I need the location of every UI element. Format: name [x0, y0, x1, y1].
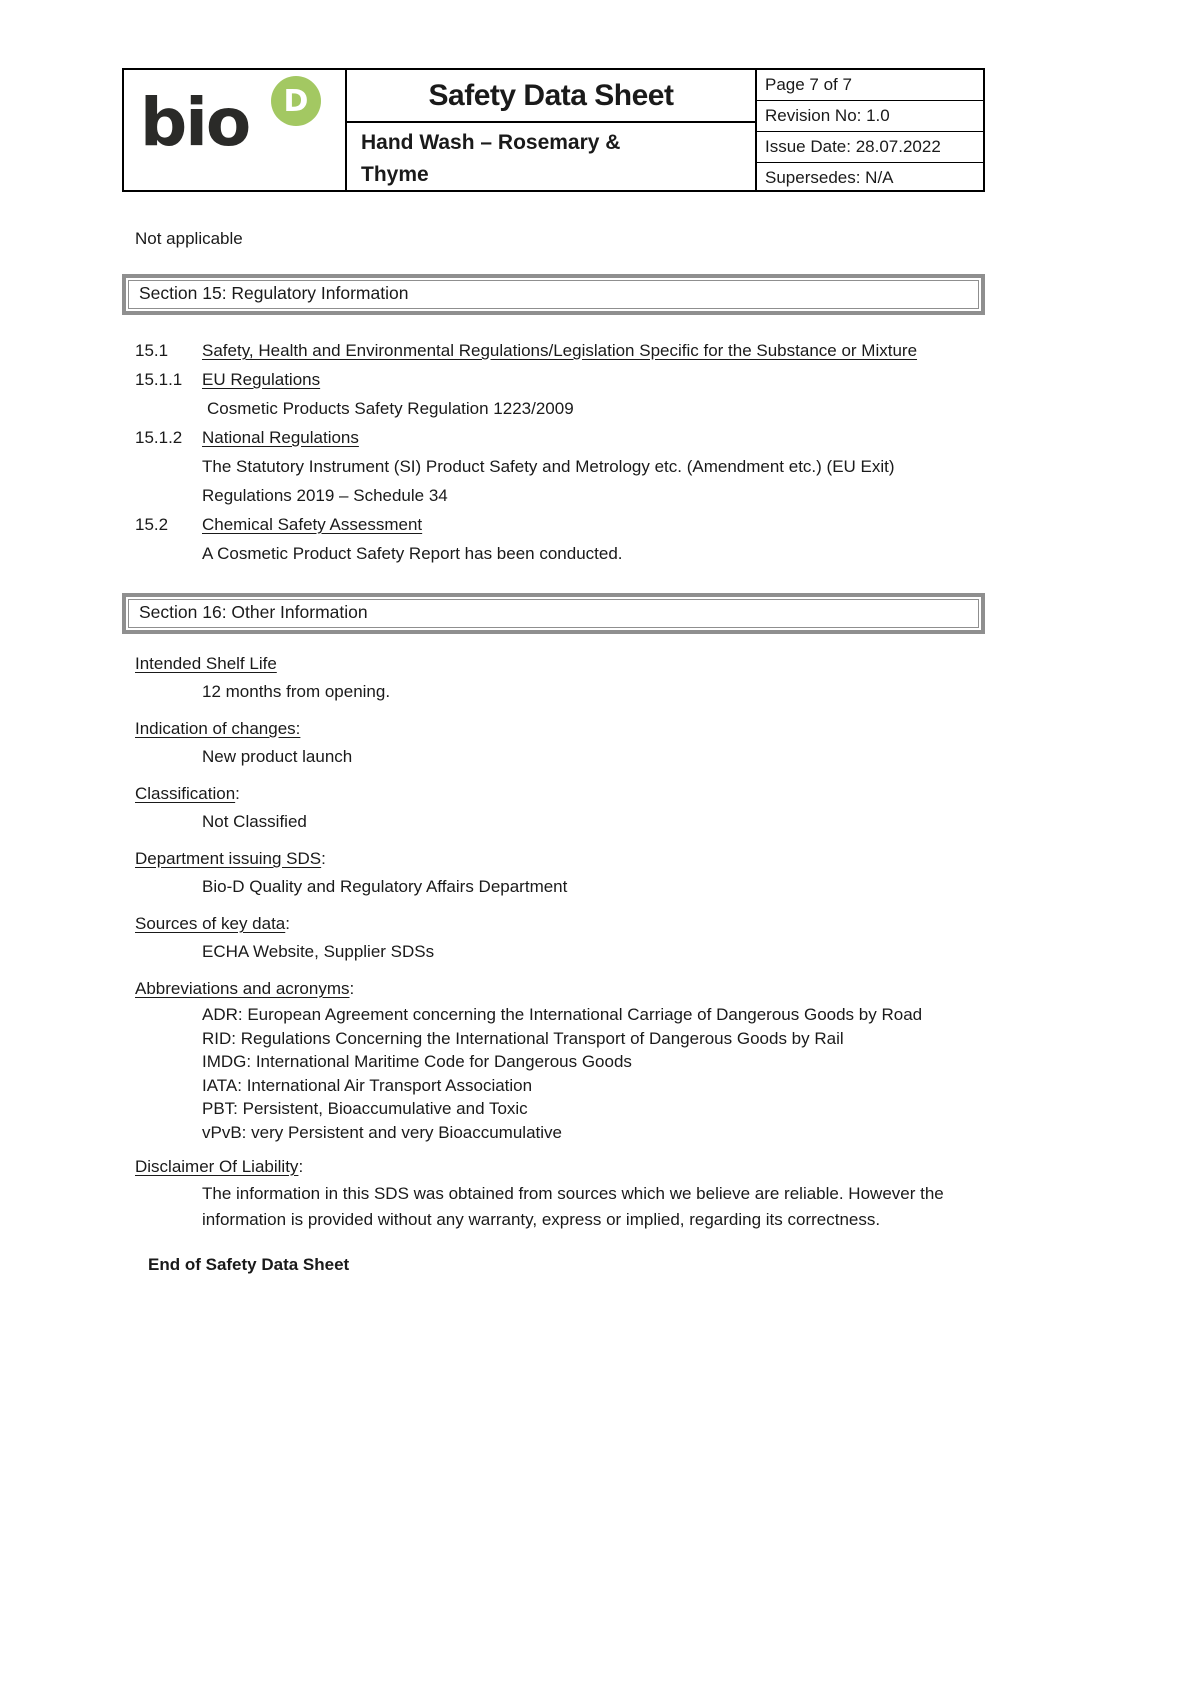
section-16-bar [122, 593, 985, 634]
block-label-suffix: : [349, 979, 355, 998]
meta-cell [757, 70, 983, 190]
disclaimer-block [135, 1153, 985, 1233]
abbreviation-item: RID: Regulations Concerning the International Transport of Dangerous Goods by Rail [202, 1028, 844, 1048]
header-table [122, 68, 985, 192]
issue-date: Issue Date: 28.07.2022 [757, 132, 983, 163]
list-item [135, 510, 985, 539]
item-number-spacer [135, 539, 202, 568]
page-number: Page 7 of 7 [757, 70, 983, 101]
title-cell [347, 70, 757, 190]
item-number-spacer [135, 452, 202, 510]
info-block [135, 845, 985, 901]
block-heading [135, 1153, 985, 1181]
block-heading [135, 715, 985, 743]
bio-d-logo-mark: D [271, 76, 321, 126]
abbreviation-list [202, 1003, 985, 1144]
block-label: Intended Shelf Life [135, 654, 277, 673]
section-15-content [135, 336, 985, 568]
block-label-suffix: : [235, 784, 240, 803]
block-heading [135, 650, 985, 678]
block-label-suffix: : [285, 914, 290, 933]
item-heading-wrap [202, 423, 359, 452]
supersedes: Supersedes: N/A [765, 168, 894, 187]
info-block [135, 910, 985, 966]
block-label: Classification [135, 784, 236, 803]
section-16-content [135, 650, 985, 1275]
list-item [135, 539, 985, 568]
info-block [135, 650, 985, 706]
item-number: 15.1 [135, 341, 169, 360]
info-block [135, 780, 985, 836]
item-heading: National Regulations [202, 428, 359, 447]
section-15-bar [122, 274, 985, 315]
block-body: New product launch [202, 747, 353, 766]
item-heading: Safety, Health and Environmental Regulations/Legislation Specific for the Substance or Mixture [202, 341, 918, 360]
item-number: 15.2 [135, 515, 169, 534]
section-16-title: Section 16: Other Information [128, 599, 979, 628]
item-body: The Statutory Instrument (SI) Product Safety and Metrology etc. (Amendment etc.) (EU Exit) Regulations 2019 – Schedule 34 [202, 457, 895, 505]
list-item [135, 452, 985, 510]
disclaimer-text: The information in this SDS was obtained from sources which we believe are reliable. However the information is provided without any warranty, express or implied, regarding its correctness. [202, 1184, 944, 1229]
block-heading [135, 780, 985, 808]
abbreviation-item: PBT: Persistent, Bioaccumulative and Toxic [202, 1099, 528, 1118]
revision-number: Revision No: 1.0 [757, 101, 983, 132]
product-name: Hand Wash – Rosemary & Thyme [361, 131, 621, 186]
item-heading-wrap [202, 365, 320, 394]
item-number-spacer [135, 394, 202, 423]
item-body: Cosmetic Products Safety Regulation 1223/2009 [207, 399, 574, 418]
logo-cell [124, 70, 347, 190]
list-item [135, 336, 985, 365]
block-label: Disclaimer Of Liability [135, 1157, 299, 1176]
item-heading-wrap [202, 336, 917, 365]
list-item [135, 394, 985, 423]
block-label: Department issuing SDS [135, 849, 322, 868]
block-label-suffix: : [321, 849, 326, 868]
block-label: Sources of key data [135, 914, 286, 933]
item-heading-wrap [202, 510, 422, 539]
block-body: 12 months from opening. [202, 682, 391, 701]
abbreviation-item: vPvB: very Persistent and very Bioaccumulative [202, 1122, 562, 1142]
item-number: 15.1.2 [135, 428, 183, 447]
end-of-sds-text: End of Safety Data Sheet [148, 1255, 350, 1274]
block-label-suffix: : [298, 1157, 304, 1176]
block-label: Abbreviations and acronyms [135, 979, 350, 998]
item-heading: Chemical Safety Assessment [202, 515, 423, 534]
block-body: ECHA Website, Supplier SDSs [202, 942, 435, 961]
block-heading [135, 910, 985, 938]
list-item [135, 423, 985, 452]
block-heading [135, 975, 985, 1003]
bio-d-logo [140, 76, 330, 186]
product-name-row [347, 123, 755, 190]
document-title: Safety Data Sheet [347, 70, 755, 123]
block-heading [135, 845, 985, 873]
item-number: 15.1.1 [135, 370, 183, 389]
abbreviation-item: IMDG: International Maritime Code for Dangerous Goods [202, 1052, 632, 1071]
section-15-title: Section 15: Regulatory Information [128, 280, 979, 309]
block-body: Bio-D Quality and Regulatory Affairs Department [202, 877, 568, 896]
not-applicable-text: Not applicable [135, 229, 243, 248]
abbreviations-block [135, 975, 985, 1144]
list-item [135, 365, 985, 394]
block-body: Not Classified [202, 812, 307, 831]
item-heading: EU Regulations [202, 370, 321, 389]
info-block [135, 715, 985, 771]
abbreviation-item: ADR: European Agreement concerning the International Carriage of Dangerous Goods by Road [202, 1005, 923, 1024]
item-body: A Cosmetic Product Safety Report has been conducted. [202, 544, 623, 563]
page-content [122, 0, 985, 1275]
abbreviation-item: IATA: International Air Transport Association [202, 1075, 533, 1095]
block-label: Indication of changes: [135, 719, 301, 738]
logo-bio-text: bio [140, 84, 250, 161]
